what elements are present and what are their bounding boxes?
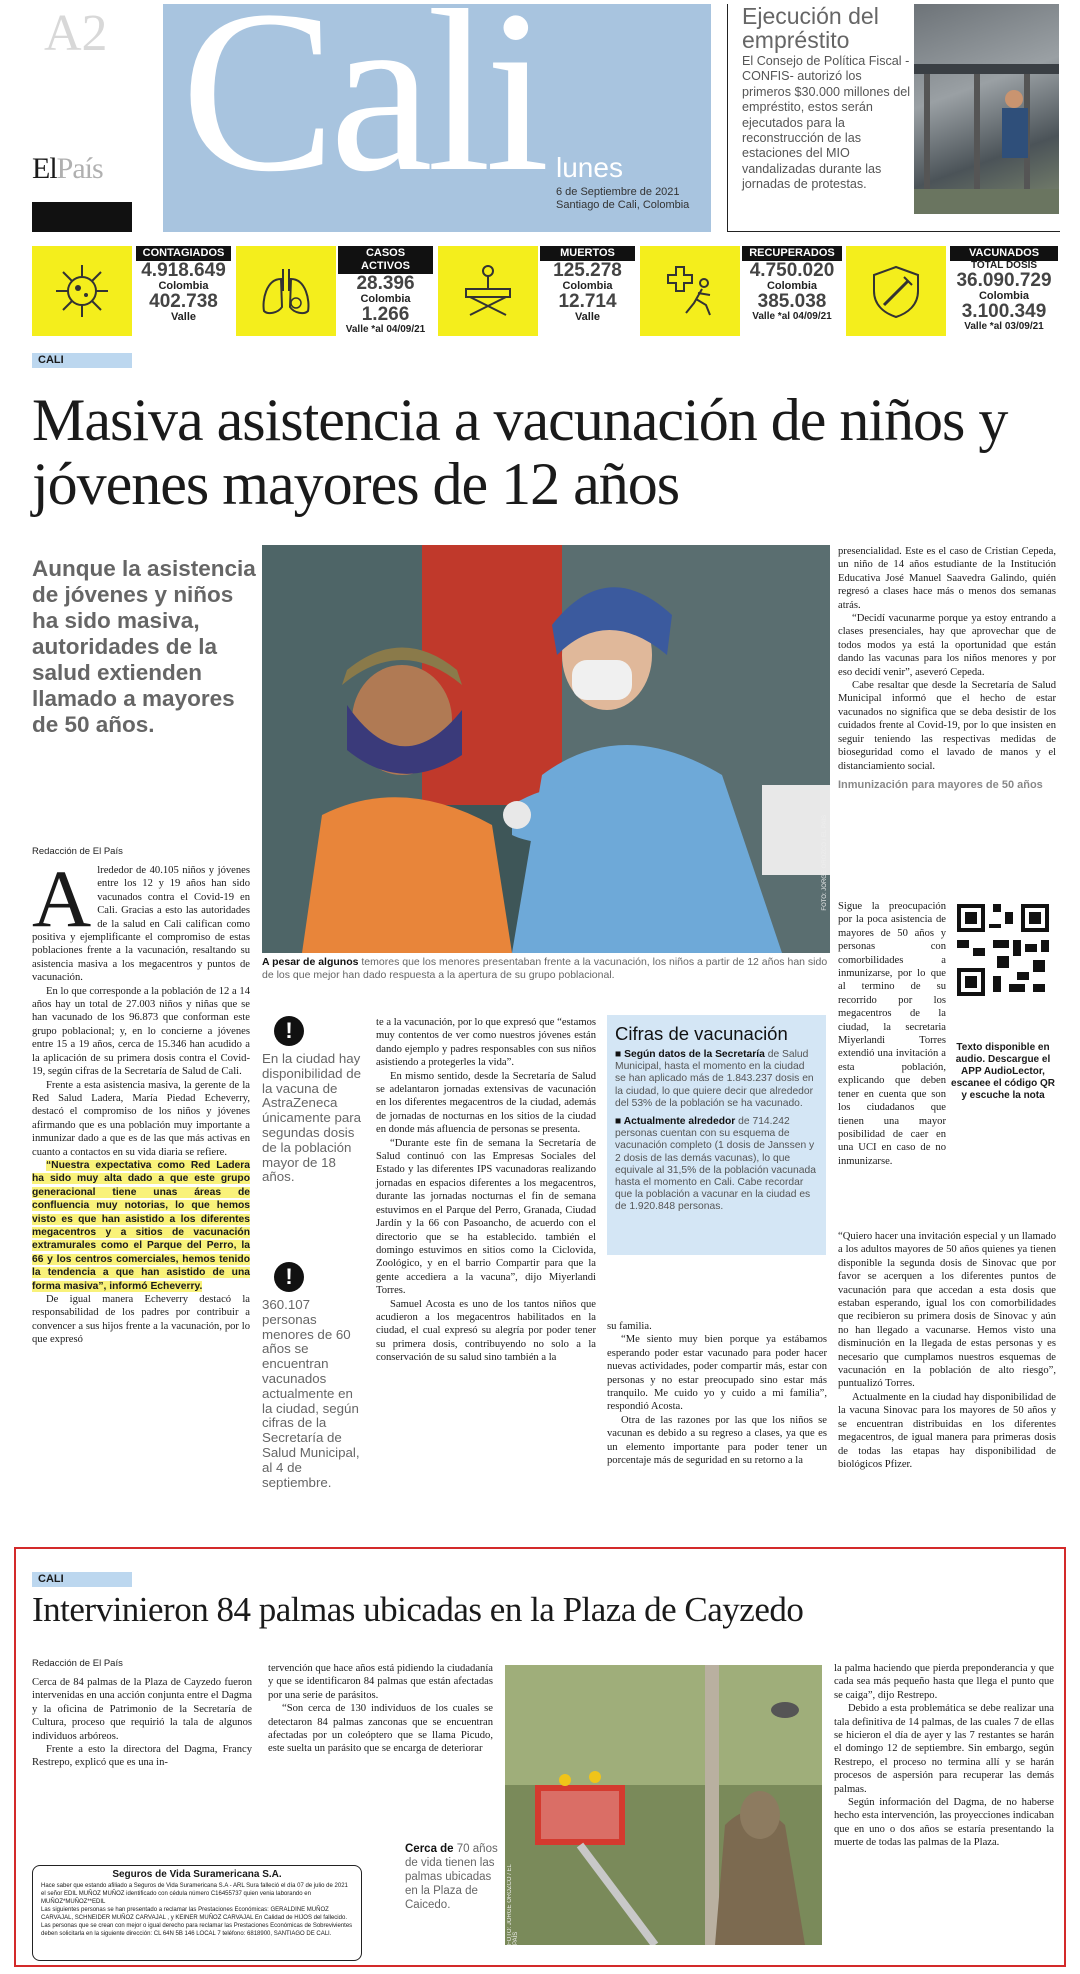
drop-cap: A bbox=[32, 853, 92, 944]
stat-colombia: 36.090.729 bbox=[956, 270, 1052, 291]
paragraph: Cerca de 84 palmas de la Plaza de Cayzedo fueron intervenidas en una acción conjunta entre el Dagma y la oficina de Patrimonio de la Secretaría de Cultura, proceso que requirió la tala de algunos individuos arbóreos. bbox=[32, 1677, 252, 1742]
paragraph: la palma haciendo que pierda preponderancia y que cada sea más pequeño hasta que llega el punto que se caiga”, dijo Restrepo. bbox=[834, 1663, 1054, 1701]
article-headline[interactable]: Masiva asistencia a vacunación de niños y jóvenes mayores de 12 años bbox=[32, 387, 1008, 517]
highlighted-quote: “Nuestra expectativa como Red Ladera ha sido muy alta dado a que este grupo generacional tiene unas áreas de confluencia muy notorias, lo que hemos visto es que han asistido a los diferentes megacentros y a sitios de vacunación extramurales como el Parque del Perro, la 66 y los centros comerciales, hemos tenido la tendencia a que han asistido de una forma masiva”, informó Echeverry. bbox=[32, 1159, 250, 1292]
notice-text: Las siguientes personas se han presentado a reclamar las Prestaciones Económicas: GERALDINE MUÑOZ CARVAJAL, SCHNEIDER MUÑOZ CARVAJAL , y KEINER MUÑOZ CARVAJAL En Calidad de HIJOS del fallecido. bbox=[41, 1907, 347, 1921]
cifras-lead: Actualmente alrededor bbox=[623, 1116, 736, 1128]
stat-colombia-label: Colombia bbox=[360, 293, 411, 305]
stat-valle-label: Valle *al 04/09/21 bbox=[752, 311, 832, 322]
stat-valle: 1.266 bbox=[361, 304, 410, 325]
vaccination-photo bbox=[262, 545, 830, 953]
paragraph: “Son cerca de 130 individuos de los cuales se detectaron 84 palmas zanconas que se encuentran afectadas por un coleóptero que se llama Picudo, este suelta un parásito que se encarga de deteriorar bbox=[268, 1703, 493, 1755]
stat-sub-label: TOTAL DOSIS bbox=[970, 260, 1038, 271]
stat-valle: 385.038 bbox=[757, 291, 827, 312]
stat-colombia: 4.750.020 bbox=[749, 260, 835, 281]
paragraph: Según información del Dagma, de no haberse hecho esta intervención, las proyecciones indicaban que en uno o dos años se estaría presentando la muerte de todas las palmas de la Plaza. bbox=[834, 1797, 1054, 1849]
article-column-1 bbox=[32, 853, 250, 1347]
stat-colombia-label: Colombia bbox=[158, 280, 209, 292]
stat-label: RECUPERADOS bbox=[742, 246, 842, 261]
paragraph: Frente a esto la directora del Dagma, Francy Restrepo, explicó que es una in- bbox=[32, 1744, 252, 1769]
palm-trees-image bbox=[505, 1665, 822, 1945]
stat-colombia-label: Colombia bbox=[562, 280, 613, 292]
section-tag: CALI bbox=[32, 1572, 132, 1587]
byline: Redacción de El País bbox=[32, 846, 123, 857]
fact-text: 360.107 personas menores de 60 años se encuentran vacunados actualmente en la ciudad, según cifras de la Secretaría de Salud Municipal, al 4 de septiembre. bbox=[262, 1297, 360, 1490]
paragraph: “Me siento muy bien porque ya estábamos esperando poder estar vacunado para poder hacer nuevas actividades, poder compartir más, estar con personas y no estar preocupado sino estar más tranquilo. Me cuido yo y cuido a mi familia”, respondió Acosta. bbox=[607, 1334, 827, 1413]
caption-lead: Cerca de bbox=[405, 1843, 454, 1855]
legal-notice bbox=[32, 1865, 362, 1961]
teaser-body: El Consejo de Política Fiscal -CONFIS- autorizó los primeros $30.000 millones del empréstito, estos serán ejecutados para la reconstrucción de las estaciones del MIO vandalizadas durante las jornadas de protestas. bbox=[742, 54, 911, 192]
covid-stats-bar bbox=[32, 246, 1062, 336]
stretcher-icon bbox=[438, 246, 538, 336]
paragraph: Otra de las razones por las que los niños se vacunan es debido a su regreso a clases, ya que es un elemento importante para poder tener un porcentaje más de seguridad en su retorno a la bbox=[607, 1414, 827, 1467]
teaser-photo bbox=[914, 4, 1059, 214]
paragraph: tervención que hace años está pidiendo la ciudadanía y que se identificaron 84 palmas que están afectadas por una serie de parásitos. bbox=[268, 1663, 493, 1701]
teaser-title: Ejecución del empréstito bbox=[742, 3, 879, 53]
brand-bar bbox=[32, 202, 132, 232]
article-headline[interactable]: Intervinieron 84 palmas ubicadas en la Plaza de Cayzedo bbox=[32, 1590, 804, 1629]
paragraph: De igual manera Echeverry destacó la responsabilidad de los padres por contribuir a convencer a sus hijos frente a la vacunación, por lo que expresó bbox=[32, 1294, 250, 1346]
paragraph: presencialidad. Este es el caso de Cristian Cepeda, un niño de 14 años estudiante de la Institución Educativa José Manuel Saavedra Galindo, quién regresó a clases hace más o menos dos semanas atrás. bbox=[838, 546, 1056, 611]
stat-recuperados bbox=[742, 246, 842, 336]
paragraph: En lo que corresponde a la población de 12 a 14 años hay un total de 27.003 niños y niñas que se han vacunado de los 96.873 que conforman este grupo poblacional; y, en lo concierne a jóvenes entre 15 a 19 años, cerca de 15.346 han acudido a la aplicación de su primera dosis contra el Covid-19, según cifras de la Secretaría de Salud de Cali. bbox=[32, 985, 250, 1078]
paragraph: Sigue la preocupación por la poca asistencia de mayores de 50 años y personas con comorbilidades a inmunizarse, por lo que al termino de su recorrido por los megacentros de la ciudad, la secretaria Miyerlandi Torres extendió una invitación a esta población, explicando que deben tener en cuenta que son los ciudadanos que tienen una mayor posibilidad de caer en una UCI en caso de no inmunizarse. bbox=[838, 901, 946, 1167]
stat-label: CONTAGIADOS bbox=[136, 246, 231, 261]
stat-colombia: 4.918.649 bbox=[141, 260, 226, 281]
paragraph: te a la vacunación, por lo que expresó que “estamos muy contentos de ver como nuestros jóvenes están dando ejemplo y padres responsables con sus niños asistiendo a protegerles la vida”. bbox=[376, 1017, 596, 1069]
shield-syringe-icon bbox=[846, 246, 946, 336]
subheading: Inmunización para mayores de 50 años bbox=[838, 778, 1043, 791]
stat-vacunados bbox=[950, 246, 1058, 336]
stat-colombia-label: Colombia bbox=[978, 290, 1030, 302]
stat-contagiados bbox=[136, 246, 231, 336]
photo-caption bbox=[405, 1842, 500, 1912]
stat-label: VACUNADOS bbox=[950, 246, 1058, 261]
paragraph: “Decidí vacunarme porque ya estoy entrando a clases presenciales, hay que aprovechar que de todos modos ya está la oportunidad que están dando las vacunas para los niños menores y por eso decidí venir”, aseveró Cepeda. bbox=[838, 613, 1056, 678]
article-column-5-narrow bbox=[838, 900, 946, 1168]
qr-code-icon[interactable] bbox=[953, 900, 1053, 1000]
virus-icon bbox=[32, 246, 132, 336]
stat-label: MUERTOS bbox=[540, 246, 635, 261]
stat-valle-label: Valle bbox=[170, 311, 197, 323]
article2-column-2 bbox=[268, 1662, 493, 1756]
photo-credit: FOTO: JORGE OROZCO / EL PAÍS bbox=[507, 1864, 519, 1945]
date-place bbox=[556, 186, 689, 212]
stat-valle: 12.714 bbox=[558, 291, 617, 312]
article-column-4 bbox=[607, 1320, 827, 1467]
cifras-box: Cifras de vacunación ■ Según datos de la Secretaría de Salud Municipal, hasta el momento en la ciudad se han aplicado más de 1.843.237 dosis en la ciudad, lo que quiere decir que alrededor del 53% de la población se ha vacunado. ■ Actualmente alrededor de 714.242 personas cuentan con su esquema de vacunación completo (1 dosis de Janssen y 2 dosis de las demás vacunas), lo que equivale al 31,5% de la población vacunada hasta el momento en Cali. Cabe recordar que la población a vacunar en la ciudad es de 1.920.848 personas. bbox=[607, 1015, 826, 1255]
fact-text: En la ciudad hay disponibilidad de la vacuna de AstraZeneca únicamente para segundas dosis de la población mayor de 18 años. bbox=[262, 1051, 362, 1185]
cifras-text: de 714.242 personas cuentan con su esquema de vacunación completo (1 dosis de Janssen y 2 dosis de las demás vacunas), lo que equivale al 31,5% de la población vacunada hasta el momento en Cali. Cabe recordar que la población a vacunar en la ciudad es de 1.920.848 personas. bbox=[615, 1116, 816, 1213]
article-column-5 bbox=[838, 545, 1056, 793]
paragraph: Frente a esta asistencia masiva, la gerente de la Red Salud Ladera, María Piedad Echeverry, destacó el compromiso de los niños y jóvenes afirmando que es una población muy importante a inmunizar dado a que es de las que más activas en cuanto a contactos en su vida diaria se refiere. bbox=[32, 1079, 250, 1158]
stat-colombia: 28.396 bbox=[356, 273, 415, 294]
palm-trees-photo bbox=[505, 1665, 822, 1945]
byline: Redacción de El País bbox=[32, 1658, 123, 1669]
paragraph: Cabe resaltar que desde la Secretaría de Salud Municipal informó que el hecho de estar vacunados no significa que se deba desistir de los cuidados frente al Covid-19, por lo que insisten en seguir teniendo las respectivas medidas de bioseguridad como el lavado de manos y el distanciamiento social. bbox=[838, 680, 1056, 772]
stat-label: CASOS ACTIVOS bbox=[338, 246, 433, 274]
notice-text: Hace saber que estando afiliado a Seguros de Vida Suramericana S.A - ARL Sura falleció el día 07 de julio de 2021 el señor EDIL MUÑOZ MUÑOZ identificado con cédula número C16455737 quien venia laborando en MUÑOZ*MUÑOZ**EDIL bbox=[41, 1883, 348, 1905]
article2-column-4 bbox=[834, 1662, 1054, 1850]
stat-colombia-label: Colombia bbox=[766, 280, 818, 292]
paragraph: Debido a esta problemática se debe realizar una tala definitiva de 14 palmas, de las cuales 7 de ellas se hicieron el día de ayer y las 7 restantes se harán el domingo 12 de septiembre. Sin embargo, según Restrepo, el proceso no termina allí y se harán procesos de aspersión para recuperar las demás palmas. bbox=[834, 1703, 1054, 1795]
day-label: lunes bbox=[556, 152, 623, 183]
cifras-text: de Salud Municipal, hasta el momento en la ciudad se han aplicado más de 1.843.237 dosis en la ciudad, lo que quiere decir que alrededor del 53% de la población se ha vacunado. bbox=[615, 1049, 814, 1109]
notice-text: Las personas que se crean con mejor o igual derecho para reclamar las Prestaciones Económicas de Sobrevivientes deben solicitarla en la siguiente dirección: CL 64N 5B 146 LOCAL 7 teléfono: 6818900, SANTIAGO DE CALI. bbox=[41, 1923, 353, 1937]
paragraph: Actualmente en la ciudad hay disponibilidad de la vacuna Sinovac para los mayores de 50 años y se encuentran distribuidas en los diferentes megacentros, de igual manera para primeras dosis de todas las etapas hay disponibilidad de biológicos Pfizer. bbox=[838, 1391, 1056, 1470]
qr-code[interactable] bbox=[953, 900, 1053, 1040]
fact-sidebar-2 bbox=[262, 1262, 362, 1490]
stat-casos-activos bbox=[338, 246, 433, 336]
exclamation-icon: ! bbox=[274, 1016, 304, 1046]
page-number: A2 bbox=[44, 5, 108, 62]
article-column-3 bbox=[376, 1016, 596, 1365]
teaser-box[interactable] bbox=[727, 4, 1060, 232]
stat-valle-label: Valle *al 04/09/21 bbox=[345, 324, 426, 335]
notice-title: Seguros de Vida Suramericana S.A. bbox=[112, 1869, 282, 1880]
paragraph: “Durante este fin de semana la Secretaría de Salud continuó con las Empresas Sociales del Estado y las diferentes IPS vacunadoras realizando jornadas en espacios diferentes a los megacentros, durante las jornadas nocturnas el fin de semana estuvimos en el Parque del Perro, Granada, Ciudad Jardín y la 66 con Pasoancho, de acuerdo con el directorio que se ha establecido. también el domingo estuvimos en sitios como la Ciclovida, Zoológico, y en el barrio Compartir para que la gente accediera a la vacuna”, dijo Miyerlandi Torres. bbox=[376, 1137, 596, 1297]
caption-text: temores que los menores presentaban frente a la vacunación, los niños a partir de 12 años han sido de los que mejor han dado respuesta a la apertura de su grupo poblacional. bbox=[262, 956, 828, 981]
stat-valle-label: Valle bbox=[574, 311, 601, 323]
article-column-5-lower bbox=[838, 1230, 1056, 1471]
fact-sidebar-1 bbox=[262, 1016, 362, 1185]
paragraph: su familia. bbox=[607, 1321, 652, 1332]
caption-text: 70 años de vida tienen las palmas ubicadas en la Plaza de Caicedo. bbox=[405, 1843, 498, 1911]
brand-pais: País bbox=[56, 152, 103, 185]
lungs-icon bbox=[236, 246, 336, 336]
qr-caption: Texto disponible en audio. Descargue el APP AudioLector, escanee el código QR y escuche la nota bbox=[951, 1042, 1055, 1101]
section-tag: CALI bbox=[32, 353, 132, 368]
paragraph: En mismo sentido, desde la Secretaría de Salud se adelantaron jornadas extensivas de vacunación en los diferentes megacentros de la ciudad, además de jornadas de nocturnas en los sitios de la ciudad en donde más afluencia de personas se presenta. bbox=[376, 1070, 596, 1136]
photo-caption bbox=[262, 956, 830, 982]
photo-credit: FOTO: JORGE OROZCO / EL PAÍS bbox=[822, 815, 828, 911]
article-deck: Aunque la asistencia de jóvenes y niños ha sido masiva, autoridades de la salud extienden llamado a mayores de 50 años. bbox=[32, 556, 256, 737]
brand-logo bbox=[32, 152, 103, 186]
brand-el: El bbox=[32, 152, 57, 185]
cifras-lead: Según datos de la Secretaría bbox=[624, 1049, 765, 1060]
station-worker-image bbox=[914, 4, 1059, 214]
cifras-title: Cifras de vacunación bbox=[615, 1023, 788, 1044]
stat-valle-label: Valle *al 03/09/21 bbox=[964, 321, 1044, 332]
place: Santiago de Cali, Colombia bbox=[556, 199, 690, 211]
paragraph: lrededor de 40.105 niños y jóvenes entre los 12 y 19 años han sido vacunados contra el Covid-19 en Cali. Gracias a esto las autoridades de la salud en Cali califican como positiva y ejemplificante el compromiso de estas poblaciones frente a la vacunación, resaltando su asistencia masiva a los megacentros y puntos de vacunación. bbox=[32, 865, 250, 984]
paragraph: Samuel Acosta es uno de los tantos niños que acudieron a los megacentros habilitados en la ciudad, el cual expresó su alegría por poder tener su primera dosis, contribuyendo no solo a la conservación de su salud sino también a la bbox=[376, 1298, 596, 1364]
section-title: Cali bbox=[181, 4, 544, 220]
exclamation-icon: ! bbox=[274, 1262, 304, 1292]
stat-colombia: 125.278 bbox=[553, 260, 622, 281]
section-masthead bbox=[163, 4, 711, 232]
paragraph: “Quiero hacer una invitación especial y un llamado a los adultos mayores de 50 años quienes ya tienen disponible la segunda dosis de Sinovac que por favor se acerquen a los diferentes puntos de vacunación para que accedan a esta dosis que estaban esperando, igual los con comorbilidades que recibieron su primera dosis de Sinovac y aún no han llegado a vacunarse. Hemos visto una disminución en la llegada de estas personas y es necesario que cumplamos nuestros esquemas de vacunación en la población de alto riesgo”, puntualizó Torres. bbox=[838, 1231, 1056, 1390]
caption-lead: A pesar de algunos bbox=[262, 956, 359, 968]
date: 6 de Septiembre de 2021 bbox=[556, 186, 680, 198]
stat-valle: 402.738 bbox=[149, 291, 218, 312]
article2-column-1 bbox=[32, 1676, 252, 1770]
running-cross-icon bbox=[640, 246, 740, 336]
stat-valle: 3.100.349 bbox=[961, 301, 1047, 322]
stat-muertos bbox=[540, 246, 635, 336]
vaccination-image bbox=[262, 545, 830, 953]
